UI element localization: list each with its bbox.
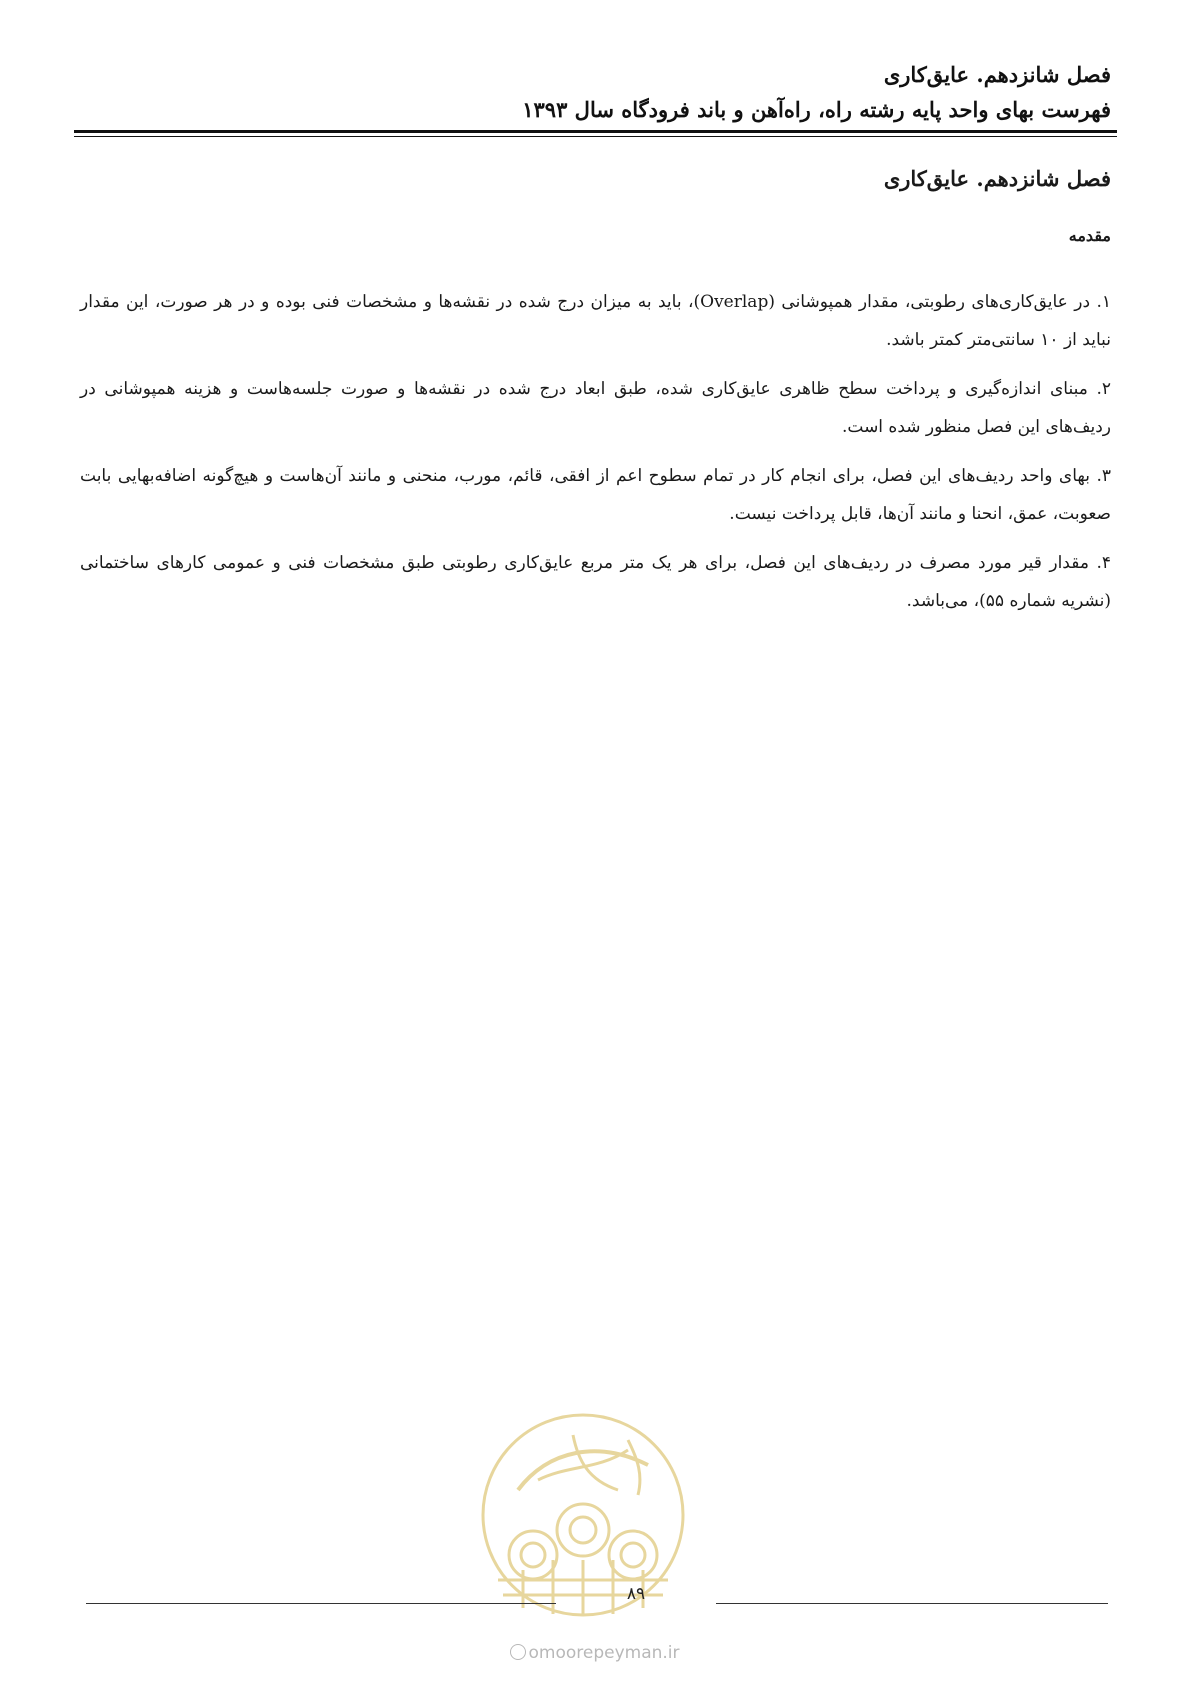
- section-title: فصل شانزدهم. عایق‌کاری: [883, 166, 1111, 191]
- paragraph-3: ۳. بهای واحد ردیف‌های این فصل، برای انجام کار در تمام سطوح اعم از افقی، قائم، مورب، منحنی و مانند آن‌هاست و هیچ‌گونه اضافه‌بهایی بابت صعوبت، عمق، انحنا و مانند آن‌ها، قابل پرداخت نیست.: [80, 466, 1111, 524]
- page-number: ۸۹: [626, 1584, 646, 1604]
- header-rule-thin: [74, 136, 1117, 137]
- introduction-heading: مقدمه: [1068, 226, 1111, 245]
- running-header-title: فهرست بهای واحد پایه رشته راه، راه‌آهن و باند فرودگاه سال ۱۳۹۳: [522, 97, 1111, 122]
- website-text: omoorepeyman.ir: [528, 1643, 680, 1663]
- header-rule-thick: [74, 130, 1117, 133]
- paragraph-2: ۲. مبنای اندازه‌گیری و پرداخت سطح ظاهری عایق‌کاری شده، طبق ابعاد درج شده در نقشه‌ها و صورت جلسه‌هاست و هزینه همپوشانی در ردیف‌های این فصل منظور شده است.: [80, 379, 1111, 437]
- globe-icon: [510, 1644, 526, 1660]
- paragraph-1: ۱. در عایق‌کاری‌های رطوبتی، مقدار همپوشانی (Overlap)، باید به میزان درج شده در نقشه‌ها و مشخصات فنی بوده و در هر صورت، این مقدار نباید از ۱۰ سانتی‌متر کمتر باشد.: [80, 292, 1112, 350]
- running-header-chapter: فصل شانزدهم. عایق‌کاری: [883, 62, 1111, 87]
- footer-rule-right: [716, 1603, 1108, 1604]
- body-text: [80, 283, 1111, 631]
- paragraph-4: ۴. مقدار قیر مورد مصرف در ردیف‌های این فصل، برای هر یک متر مربع عایق‌کاری رطوبتی طبق مشخصات فنی و عمومی کارهای ساختمانی (نشریه شماره ۵۵)، می‌باشد.: [80, 553, 1111, 611]
- footer-rule-left: [86, 1603, 556, 1604]
- website-watermark: [495, 1643, 695, 1663]
